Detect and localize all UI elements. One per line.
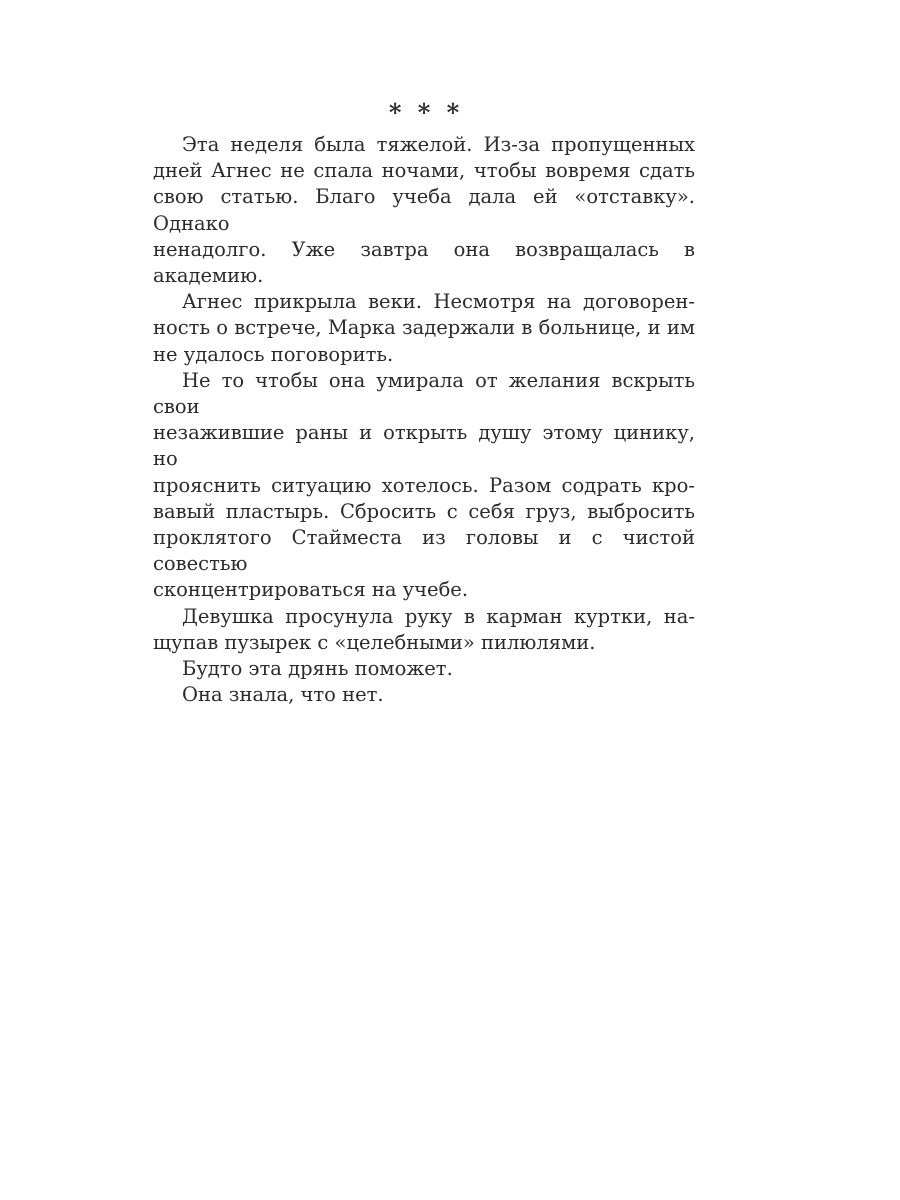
text-line: ность о встрече, Марка задержали в больнице, и им	[153, 316, 695, 340]
text-line: Агнес прикрыла веки. Несмотря на договорен-	[182, 290, 695, 314]
paragraph	[153, 656, 695, 682]
text-line: не удалось поговорить.	[153, 342, 394, 366]
paragraph	[153, 682, 695, 708]
text-line: Будто эта дрянь поможет.	[182, 657, 453, 681]
text-line: Она знала, что нет.	[182, 683, 384, 707]
text-line: ненадолго. Уже завтра она возвращалась в академию.	[153, 237, 695, 288]
page-body	[153, 98, 695, 708]
text-line: сконцентрироваться на учебе.	[153, 578, 469, 602]
text-line: вавый пластырь. Сбросить с себя груз, выбросить	[153, 499, 695, 523]
text-line: незажившие раны и открыть душу этому цинику, но	[153, 421, 695, 471]
paragraph	[153, 368, 695, 604]
text-line: щупав пузырек с «целебными» пилюлями.	[153, 630, 596, 654]
paragraph	[153, 289, 695, 368]
text-line: проклятого Стайместа из головы и с чистой совестью	[153, 526, 695, 576]
section-separator: * * *	[388, 98, 464, 127]
text-line: свою статью. Благо учеба дала ей «отставку». Однако	[153, 185, 695, 235]
paragraph	[153, 132, 695, 289]
text-line: Девушка просунула руку в карман куртки, на-	[182, 604, 695, 628]
text-line: прояснить ситуацию хотелось. Разом содрать кро-	[153, 473, 695, 497]
paragraph	[153, 604, 695, 656]
text-line: Не то чтобы она умирала от желания вскрыть свои	[153, 368, 695, 419]
text-line: дней Агнес не спала ночами, чтобы вовремя сдать	[153, 159, 695, 183]
text-line: Эта неделя была тяжелой. Из-за пропущенных	[182, 133, 695, 156]
